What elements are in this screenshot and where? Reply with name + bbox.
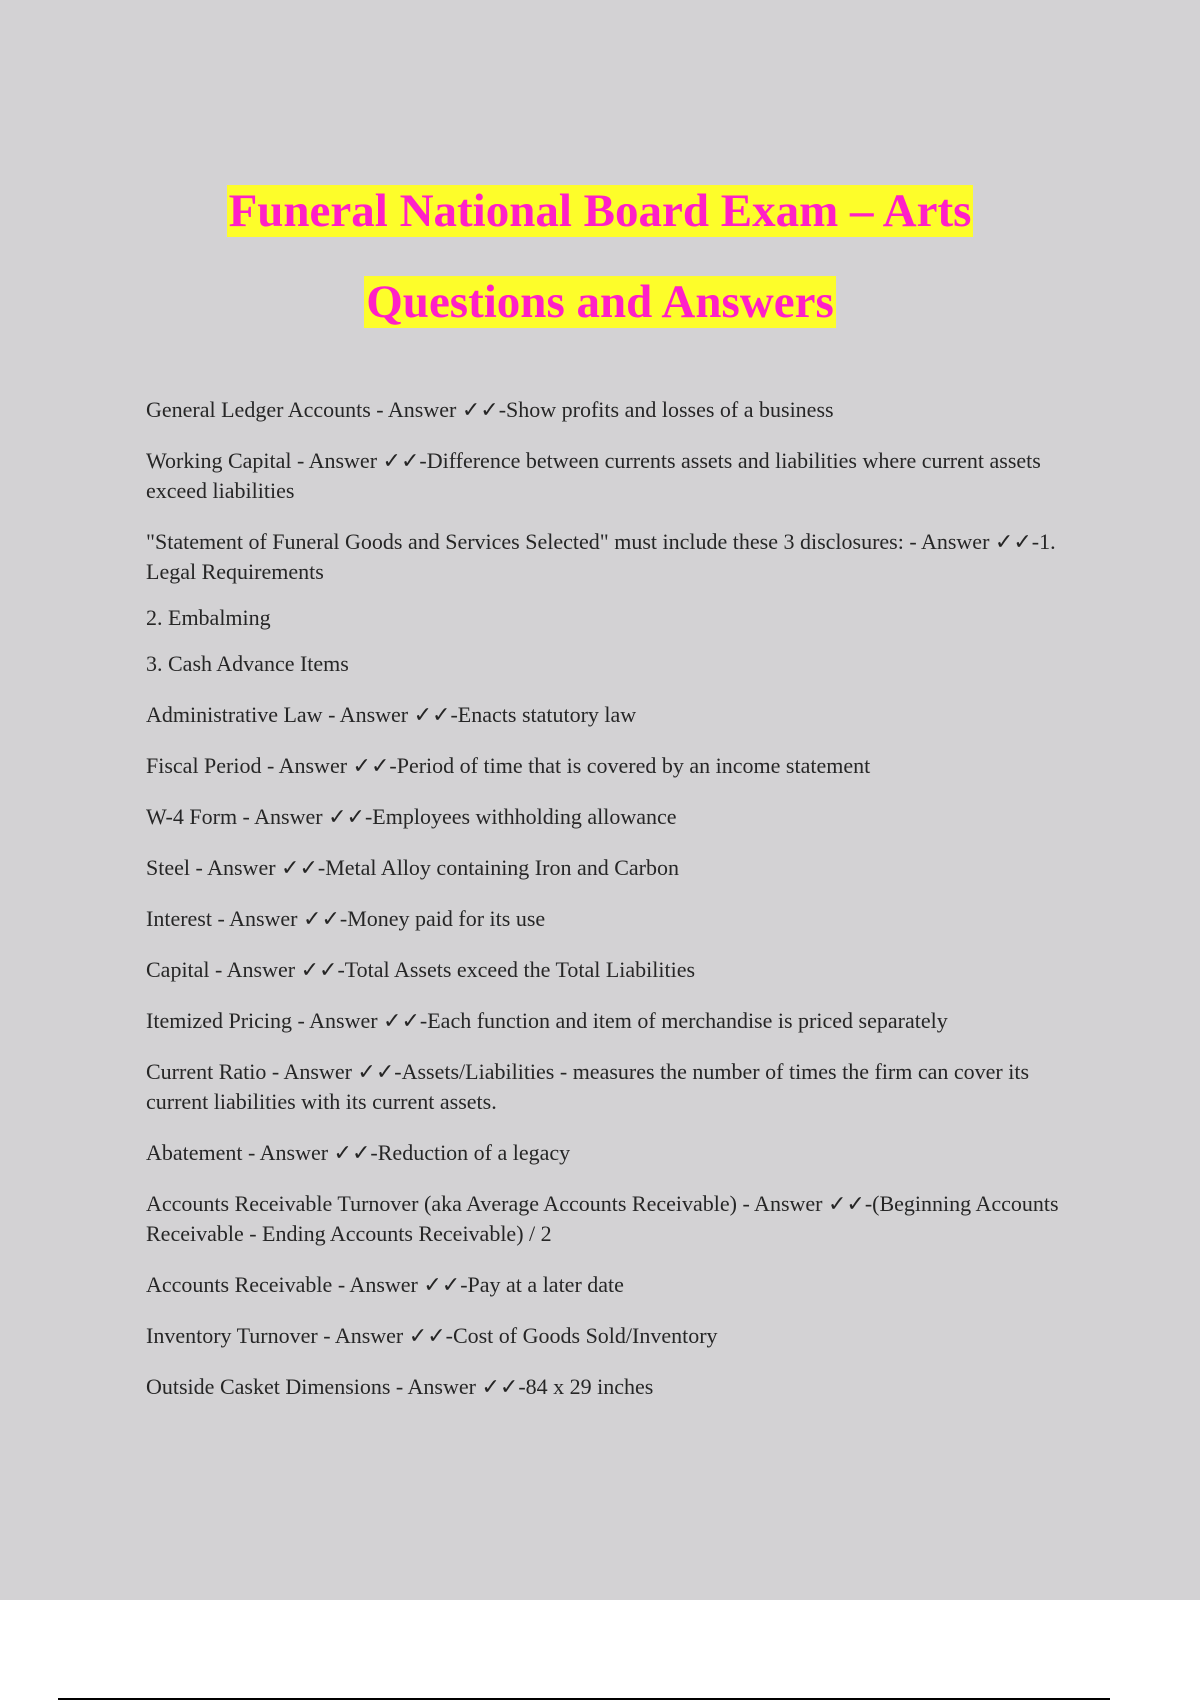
title-line (0, 257, 1200, 348)
qa-item: Administrative Law - Answer ✓✓-Enacts statutory law (146, 702, 637, 727)
qa-item: Itemized Pricing - Answer ✓✓-Each function and item of merchandise is priced separately (146, 1008, 948, 1033)
qa-item: Inventory Turnover - Answer ✓✓-Cost of Goods Sold/Inventory (146, 1323, 718, 1348)
qa-item: Steel - Answer ✓✓-Metal Alloy containing Iron and Carbon (146, 855, 679, 880)
page-title (0, 166, 1200, 348)
qa-item: General Ledger Accounts - Answer ✓✓-Show profits and losses of a business (146, 397, 834, 422)
qa-item: Abatement - Answer ✓✓-Reduction of a legacy (146, 1140, 571, 1165)
qa-item: Fiscal Period - Answer ✓✓-Period of time that is covered by an income statement (146, 753, 871, 778)
qa-item: "Statement of Funeral Goods and Services Selected" must include these 3 disclosures: - Answer ✓✓-1. Legal Requirements (146, 529, 1056, 584)
qa-item: 2. Embalming (146, 605, 271, 630)
qa-item: 3. Cash Advance Items (146, 651, 349, 676)
title-line (0, 166, 1200, 257)
title-line-2: Questions and Answers (366, 276, 834, 328)
qa-item: Accounts Receivable Turnover (aka Average Accounts Receivable) - Answer ✓✓-(Beginning Accounts Receivable - Ending Accounts Receivable) / 2 (146, 1191, 1059, 1246)
qa-item: Accounts Receivable - Answer ✓✓-Pay at a later date (146, 1272, 624, 1297)
qa-item: Interest - Answer ✓✓-Money paid for its use (146, 906, 546, 931)
qa-item: Working Capital - Answer ✓✓-Difference between currents assets and liabilities where current assets exceed liabilities (146, 448, 1041, 503)
qa-item: Capital - Answer ✓✓-Total Assets exceed the Total Liabilities (146, 957, 696, 982)
qa-item: Current Ratio - Answer ✓✓-Assets/Liabilities - measures the number of times the firm can cover its current liabilities with its current assets. (146, 1059, 1030, 1114)
title-line-1: Funeral National Board Exam – Arts (228, 185, 972, 237)
qa-list (146, 395, 1096, 1423)
qa-item: Outside Casket Dimensions - Answer ✓✓-84 x 29 inches (146, 1374, 654, 1399)
qa-item: W-4 Form - Answer ✓✓-Employees withholding allowance (146, 804, 677, 829)
